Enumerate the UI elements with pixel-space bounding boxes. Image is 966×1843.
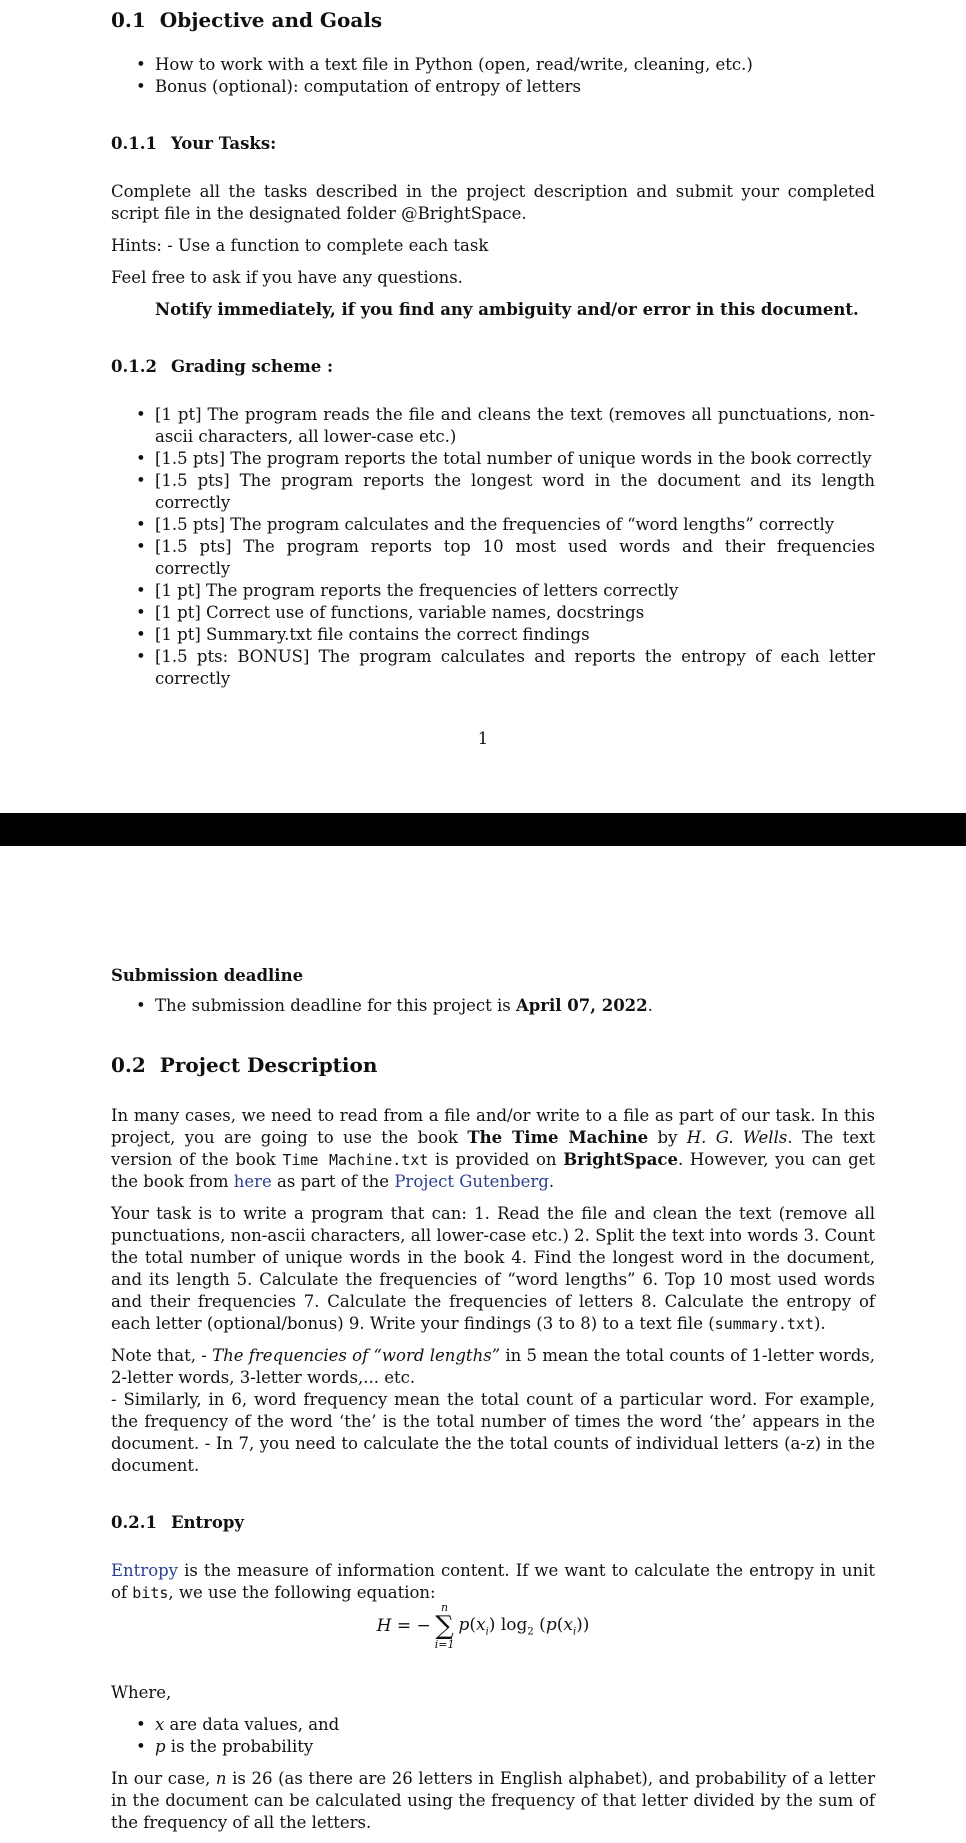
page-2-content <box>111 966 875 1604</box>
list-item: • [1.5 pts] The program calculates and the frequencies of “word lengths” correctly <box>111 514 875 536</box>
list-item: • The submission deadline for this project is April 07, 2022. <box>111 995 875 1017</box>
section-heading-objective: 0.1 Objective and Goals <box>111 8 383 32</box>
list-item: • How to work with a text file in Python (open, read/write, cleaning, etc.) <box>111 54 875 76</box>
entropy-paragraph: Entropy is the measure of information content. If we want to calculate the entropy in unit of bits, we use the following equation: <box>111 1561 875 1602</box>
section-heading-project-description: 0.2 Project Description <box>111 1053 378 1077</box>
page-1-content <box>111 8 875 690</box>
sigma-symbol: ∑ <box>435 1611 454 1641</box>
list-item: • Bonus (optional): computation of entropy of letters <box>111 76 875 98</box>
grading-list <box>111 404 875 690</box>
tasks-paragraph: Complete all the tasks described in the project description and submit your completed script file in the designated folder @BrightSpace. <box>111 182 875 223</box>
here-link[interactable]: here <box>233 1172 272 1191</box>
deadline-list <box>111 995 875 1017</box>
list-item: • [1.5 pts] The program reports top 10 most used words and their frequencies correctly <box>111 536 875 580</box>
note-paragraph-2: - Similarly, in 6, word frequency mean the total count of a particular word. For example, the frequency of the word ‘the’ is the total number of times the word ‘the’ appears in the document. - In 7, you need to calculate the the total counts of individual letters (a-z) in the document. <box>111 1390 875 1475</box>
document-page-2 <box>0 846 966 1843</box>
list-item: • [1.5 pts] The program reports the longest word in the document and its length correctly <box>111 470 875 514</box>
list-item: • [1 pt] The program reads the file and cleans the text (removes all punctuations, non-ascii characters, all lower-case etc.) <box>111 404 875 448</box>
page-number: 1 <box>477 729 489 748</box>
deadline-heading: Submission deadline <box>111 966 304 985</box>
note-paragraph: Note that, - The frequencies of “word lengths” in 5 mean the total counts of 1-letter words, 2-letter words, 3-letter words,... etc. <box>111 1346 875 1387</box>
entropy-equation: H = − n ∑ i=1 $p(x_i)$ $\log_2 (p(x_i))$ <box>376 1601 590 1651</box>
notify-paragraph: Notify immediately, if you find any ambiguity and/or error in this document. <box>155 300 859 319</box>
page-2-lower-content <box>111 1682 875 1834</box>
document-page-1 <box>0 0 966 813</box>
list-item: • x are data values, and <box>111 1714 875 1736</box>
list-item: • [1 pt] Summary.txt file contains the correct findings <box>111 624 875 646</box>
goals-list <box>111 54 875 98</box>
subsection-heading-tasks: 0.1.1 Your Tasks: <box>111 134 277 153</box>
list-item: • [1 pt] Correct use of functions, variable names, docstrings <box>111 602 875 624</box>
list-item: • [1 pt] The program reports the frequencies of letters correctly <box>111 580 875 602</box>
summation: n ∑ i=1 <box>434 1601 455 1651</box>
list-item: • [1.5 pts] The program reports the total number of unique words in the book correctly <box>111 448 875 470</box>
subsection-heading-grading: 0.1.2 Grading scheme : <box>111 357 334 376</box>
where-list <box>111 1714 875 1758</box>
task-paragraph: Your task is to write a program that can: 1. Read the file and clean the text (remove all punctuations, non-ascii characters, all lower-case etc.) 2. Split the text into words 3. Count the total number of unique words in the book 4. Find the longest word in the document, and its length 5. Calculate the frequencies of “word lengths” 6. Top 10 most used words and their frequencies 7. Calculate the frequencies of letters 8. Calculate the entropy of each letter (optional/bonus) 9. Write your findings (3 to 8) to a text file (summary.txt). <box>111 1204 875 1333</box>
final-paragraph: In our case, n is 26 (as there are 26 letters in English alphabet), and probability of a letter in the document can be calculated using the frequency of that letter divided by the sum of the frequency of all the letters. <box>111 1769 875 1832</box>
project-gutenberg-link[interactable]: Project Gutenberg <box>394 1172 549 1191</box>
where-label: Where, <box>111 1683 172 1702</box>
hints-paragraph: Hints: - Use a function to complete each task <box>111 236 489 255</box>
entropy-link[interactable]: Entropy <box>111 1561 179 1580</box>
description-paragraph: In many cases, we need to read from a file and/or write to a file as part of our task. In this project, you are going to use the book The Time Machine by H. G. Wells. The text version of the book Time Machine.txt is provided on BrightSpace. However, you can get the book from here as part of the Project Gutenberg. <box>111 1106 876 1191</box>
subsection-heading-entropy: 0.2.1 Entropy <box>111 1513 244 1532</box>
questions-paragraph: Feel free to ask if you have any questions. <box>111 268 463 287</box>
list-item: • [1.5 pts: BONUS] The program calculates and reports the entropy of each letter correctly <box>111 646 875 690</box>
page-separator <box>0 813 966 846</box>
list-item: • p is the probability <box>111 1736 875 1758</box>
